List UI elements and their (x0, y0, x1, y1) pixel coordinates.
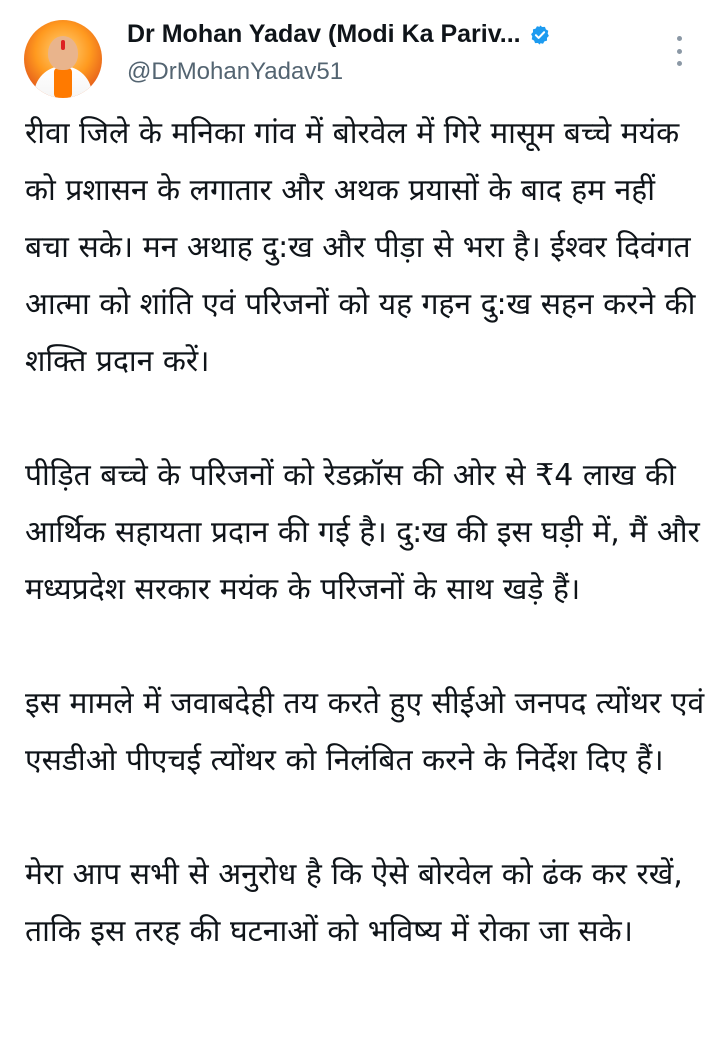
user-handle[interactable]: @DrMohanYadav51 (127, 58, 344, 85)
avatar-tilak (61, 40, 65, 50)
more-dot (677, 61, 682, 66)
tweet-paragraph: रीवा जिले के मनिका गांव में बोरवेल में गिरे मासूम बच्चे मयंक को प्रशासन के लगातार और अथक प्रयासों के बाद हम नहीं बचा सके। मन अथाह दु:ख और पीड़ा से भरा है। ईश्वर दिवंगत आत्मा को शांति एवं परिजनों को यह गहन दु:ख सहन करने की शक्ति प्रदान करें। (25, 116, 696, 379)
tweet-paragraph: इस मामले में जवाबदेही तय करते हुए सीईओ जनपद त्योंथर एवं एसडीओ पीएचई त्योंथर को निलंबित करने के निर्देश दिए हैं। (25, 686, 705, 778)
tweet-paragraph: मेरा आप सभी से अनुरोध है कि ऐसे बोरवेल को ढंक कर रखें, ताकि इस तरह की घटनाओं को भविष्य में रोका जा सके। (25, 857, 683, 949)
tweet-header (0, 0, 720, 104)
tweet-text (25, 105, 705, 960)
more-options-icon[interactable] (671, 36, 687, 66)
avatar-scarf (54, 68, 72, 98)
more-dot (677, 36, 682, 41)
verified-badge-shape (531, 25, 549, 44)
name-row[interactable] (127, 20, 551, 49)
verified-badge-icon (529, 24, 551, 46)
avatar[interactable] (24, 20, 102, 98)
tweet-paragraph: पीड़ित बच्चे के परिजनों को रेडक्रॉस की ओर से ₹4 लाख की आर्थिक सहायता प्रदान की गई है। दु:ख की इस घड़ी में, मैं और मध्यप्रदेश सरकार मयंक के परिजनों के साथ खड़े हैं। (25, 458, 700, 607)
more-dot (677, 49, 682, 54)
display-name[interactable]: Dr Mohan Yadav (Modi Ka Pariv... (127, 20, 521, 48)
